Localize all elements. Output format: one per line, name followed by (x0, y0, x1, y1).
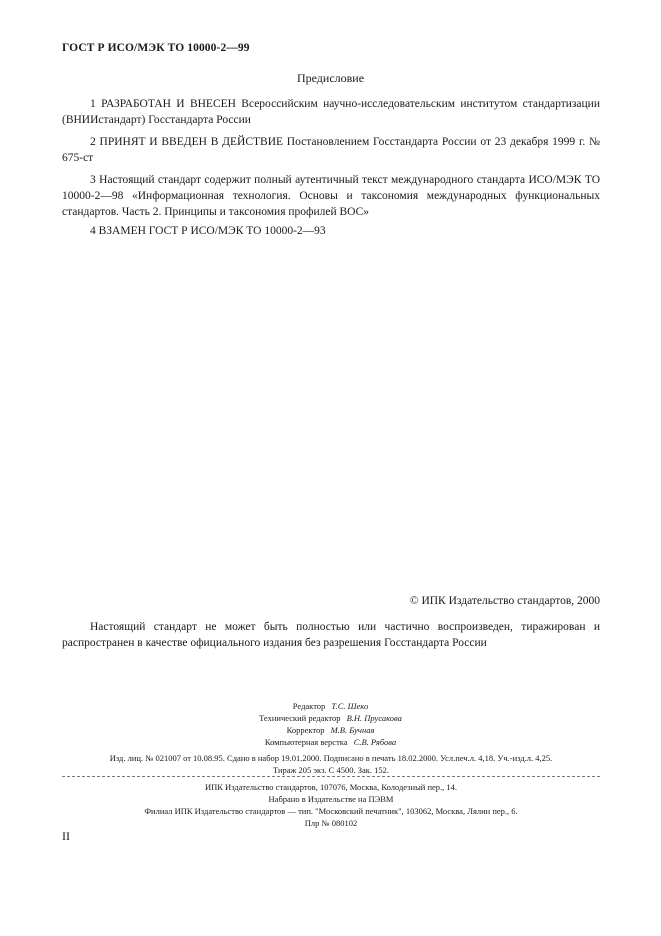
divider (62, 776, 600, 777)
staff-row (0, 700, 661, 712)
page-number: II (62, 829, 70, 843)
publisher-line: ИПК Издательство стандартов, 107076, Москва, Колодезный пер., 14. (204, 782, 458, 792)
print-imprint (62, 752, 600, 776)
staff-role: Технический редактор (259, 713, 341, 723)
foreword-title: Предисловие (296, 71, 365, 85)
imprint-line: Изд. лиц. № 021007 от 10.08.95. Сдано в набор 19.01.2000. Подписано в печать 18.02.2000. Усл.печ.л. 4,18. Уч.-изд.л. 4,25. (109, 753, 553, 763)
staff-credits (0, 700, 661, 748)
staff-row (0, 724, 661, 736)
reproduction-notice-text: Настоящий стандарт не может быть полностью или частично воспроизведен, тиражирован и распространен в качестве официального издания без разрешения Госстандарта России (62, 621, 600, 649)
foreword-item-text: 2 ПРИНЯТ И ВВЕДЕН В ДЕЙСТВИЕ Постановлением Госстандарта России от 23 декабря 1999 г. № 675-ст (62, 136, 600, 164)
publisher-line: Набрано в Издательстве на ПЭВМ (268, 794, 394, 804)
foreword-item-text: 4 ВЗАМЕН ГОСТ Р ИСО/МЭК ТО 10000-2—93 (90, 225, 326, 237)
staff-name: С.В. Рябова (353, 737, 397, 747)
foreword-item-text: 3 Настоящий стандарт содержит полный аутентичный текст международного стандарта ИСО/МЭК ТО 10000-2—98 «Информационная технология. Основы и таксономия международных функциональных стандартов. Часть 2. Принципы и таксономия профилей ВОС» (62, 174, 600, 218)
reproduction-notice (62, 619, 600, 651)
staff-role: Компьютерная верстка (264, 737, 348, 747)
foreword-item-2 (62, 134, 600, 166)
foreword-item-4 (62, 223, 600, 239)
imprint-line: Тираж 205 экз. С 4500. Зак. 152. (272, 765, 390, 775)
staff-name: М.В. Бучная (330, 725, 375, 735)
foreword-item-1 (62, 96, 600, 128)
staff-name: Т.С. Шеко (331, 701, 369, 711)
publisher-line: Плр № 080102 (304, 818, 358, 828)
staff-role: Корректор (286, 725, 325, 735)
staff-row (0, 736, 661, 748)
staff-role: Редактор (292, 701, 326, 711)
staff-row (0, 712, 661, 724)
staff-name: В.Н. Прусакова (346, 713, 402, 723)
copyright-line: © ИПК Издательство стандартов, 2000 (409, 595, 600, 607)
foreword-item-text: 1 РАЗРАБОТАН И ВНЕСЕН Всероссийским научно-исследовательским институтом стандартизации (ВНИИстандарт) Госстандарта России (62, 98, 600, 126)
publisher-info (62, 781, 600, 829)
document-code: ГОСТ Р ИСО/МЭК ТО 10000-2—99 (62, 42, 250, 54)
foreword-item-3 (62, 172, 600, 220)
publisher-line: Филиал ИПК Издательство стандартов — тип. "Московский печатник", 103062, Москва, Лялин пер., 6. (144, 806, 518, 816)
